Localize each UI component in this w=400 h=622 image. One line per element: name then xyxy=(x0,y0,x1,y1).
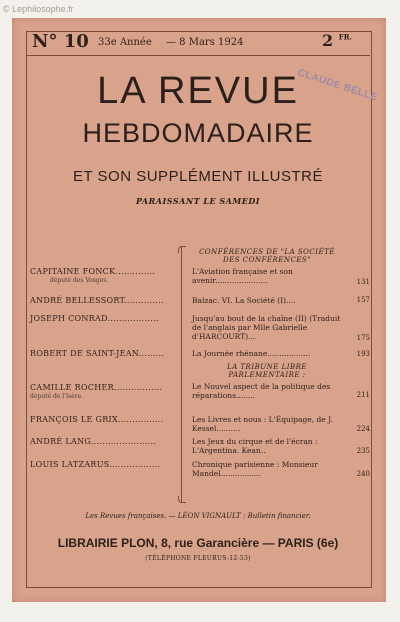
issue-bar xyxy=(26,31,370,56)
publisher-phone: (TÉLÉPHONE FLEURUS-12-53) xyxy=(145,555,251,562)
toc-author-note: député des Vosges. xyxy=(50,277,109,284)
toc-article: Balzac. VI. La Société (I).... xyxy=(192,296,296,305)
toc-author: ANDRÉ BELLESSORT.............. xyxy=(30,296,164,305)
toc-author: ROBERT DE SAINT-JEAN......... xyxy=(30,349,165,358)
toc-author: LOUIS LATZARUS.................. xyxy=(30,460,161,469)
toc-divider xyxy=(181,246,182,503)
issue-number: N° 10 xyxy=(32,31,89,52)
toc-article: L'Aviation française et son avenir...................... xyxy=(192,267,293,285)
toc-author-note: député de l'Isère. xyxy=(30,393,84,400)
toc-page: 235 xyxy=(356,447,370,455)
toc-article: Chronique parisienne : Monsieur Mandel................. xyxy=(192,460,318,478)
issue-date: — 8 Mars 1924 xyxy=(166,37,244,48)
toc-page: 240 xyxy=(356,470,370,478)
toc-page: 175 xyxy=(356,334,370,342)
masthead-tagline: PARAISSANT LE SAMEDI xyxy=(136,196,260,206)
toc-article: Les Livres et nous : L'Équipage, de J. Kessel.......... xyxy=(192,415,333,433)
cover-frame xyxy=(26,31,372,588)
toc-article: Le Nouvel aspect de la politique des réparations........ xyxy=(192,382,331,400)
toc-article: La Journée rhénane.................. xyxy=(192,349,311,358)
masthead-title-line1: LA REVUE xyxy=(97,70,299,112)
toc-author: CAPITAINE FONCK.............. xyxy=(30,267,156,276)
masthead-title-line2: HEBDOMADAIRE xyxy=(82,118,314,148)
toc-section-conferences: CONFÉRENCES DE "LA SOCIÉTÉ DES CONFÉRENCES" xyxy=(199,248,335,264)
footnote: Les Revues françaises. — LÉON VIGNAULT : Bulletin financier. xyxy=(85,512,311,520)
owner-stamp: CLAUDE BELLE xyxy=(296,67,379,104)
toc-page: 157 xyxy=(356,296,370,304)
issue-price-value: 2 xyxy=(322,31,334,50)
watermark-text: © Lephilosophe.fr xyxy=(3,4,74,14)
toc-article: Jusqu'au bout de la chaîne (II) (Traduit de l'anglais par Mlle Gabrielle d'HARCOURT)... xyxy=(192,314,341,341)
publisher-line: LIBRAIRIE PLON, 8, rue Garancière — PARIS (6e) xyxy=(57,536,339,550)
issue-price xyxy=(322,31,352,50)
toc-page: 131 xyxy=(356,278,370,286)
toc-article: Les Jeux du cirque et de l'écran : L'Argentina. Kean.. xyxy=(192,437,318,455)
toc-author: JOSEPH CONRAD.................. xyxy=(30,314,159,323)
issue-year: 33e Année xyxy=(98,37,152,48)
issue-price-unit: FR. xyxy=(338,32,352,42)
toc-page: 211 xyxy=(356,391,370,399)
masthead-subtitle: ET SON SUPPLÉMENT ILLUSTRÉ xyxy=(72,168,323,185)
toc-page: 193 xyxy=(356,350,370,358)
magazine-cover xyxy=(12,18,386,602)
toc-author: CAMILLE ROCHER................. xyxy=(30,383,163,392)
toc-author: FRANÇOIS LE GRIX................ xyxy=(30,415,164,424)
toc-author: ANDRÉ LANG....................... xyxy=(30,437,157,446)
toc-section-tribune: LA TRIBUNE LIBRE PARLEMENTAIRE : xyxy=(226,363,308,379)
toc-page: 224 xyxy=(356,425,370,433)
